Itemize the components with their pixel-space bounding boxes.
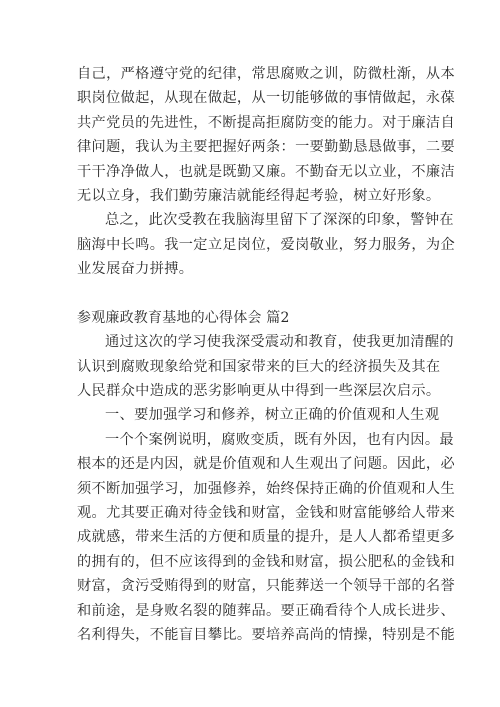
text-line: 观。尤其要正确对待金钱和财富，金钱和财富能够给人带来 [77,505,455,522]
text-line: 干干净净做人，也就是既勤又廉。不勤奋无以立业，不廉洁 [77,163,455,180]
text-line: 总之，此次受教在我脑海里留下了深深的印象，警钟在 [105,212,454,229]
sub-heading: 一、要加强学习和修养，树立正确的价值观和人生观 [105,407,440,424]
paragraph-2 [77,208,455,281]
text-line: 律问题，我认为主要把握好两条：一要勤勤恳恳做事，二要 [77,139,455,156]
text-line: 无以立身，我们勤劳廉洁就能经得起考验，树立好形象。 [77,187,441,204]
section-title: 参观廉政教育基地的心得体会 篇2 [77,309,290,326]
paragraph-1 [77,62,455,208]
text-line: 自己，严格遵守党的纪律，常思腐败之训，防微杜渐，从本 [77,66,455,82]
text-line: 脑海中长鸣。我一定立足岗位，爱岗敬业，努力服务，为企 [77,236,455,253]
text-line: 名利得失，不能盲目攀比。要培养高尚的情操，特别是不能 [77,626,455,643]
text-line: 根本的还是内因，就是价值观和人生观出了问题。因此，必 [77,456,455,473]
text-line: 通过这次的学习使我深受震动和教育，使我更加清醒的 [105,334,454,351]
text-line: 业发展奋力拼搏。 [77,261,194,278]
text-line: 职岗位做起，从现在做起，从一切能够做的事情做起，永葆 [77,90,455,107]
document-page [77,62,455,647]
text-line: 财富，贪污受贿得到的财富，只能葬送一个领导干部的名誉 [77,578,455,595]
paragraph-4 [77,428,455,648]
text-line: 一个个案例说明，腐败变质，既有外因，也有内因。最 [105,431,454,448]
text-line: 共产党员的先进性，不断提高拒腐防变的能力。对于廉洁自 [77,114,455,131]
text-line: 须不断加强学习，加强修养，始终保持正确的价值观和人生 [77,480,455,497]
text-line: 认识到腐败现象给党和国家带来的巨大的经济损失及其在 [77,358,441,375]
paragraph-3 [77,330,454,403]
spacer [77,282,437,306]
text-line: 人民群众中造成的恶劣影响更从中得到一些深层次启示。 [77,383,441,400]
text-line: 和前途，是身败名裂的随葬品。要正确看待个人成长进步、 [77,602,455,619]
text-line: 的拥有的，但不应该得到的金钱和财富，损公肥私的金钱和 [77,553,455,570]
text-line: 成就感，带来生活的方便和质量的提升，是人人都希望更多 [77,529,455,546]
